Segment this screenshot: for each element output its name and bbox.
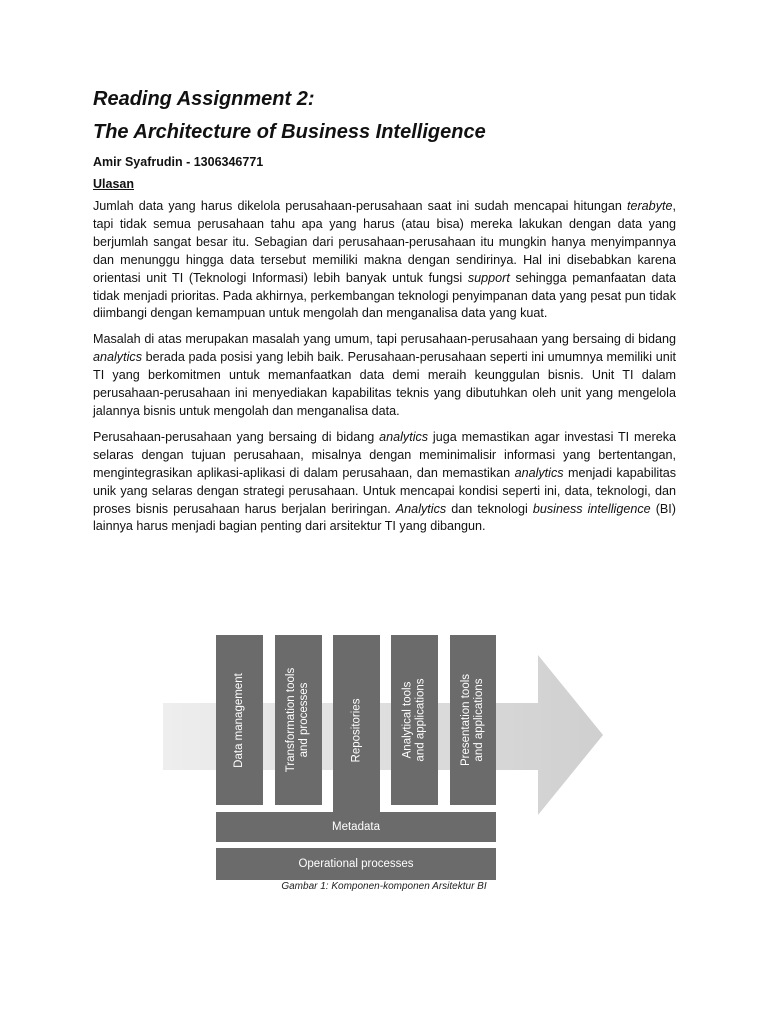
column-presentation-tools <box>450 635 496 805</box>
column-label: Analytical tools and applications <box>401 678 427 762</box>
paragraph-2: Masalah di atas merupakan masalah yang umum, tapi perusahaan-perusahaan yang bersaing di bidang analytics berada pada posisi yang lebih baik. Perusahaan-perusahaan seperti ini umumnya memiliki unit TI yang berkomitmen untuk memanfaatkan data demi meraih keunggulan bisnis. Unit TI dalam perusahaan-perusahaan ini menyediakan kapabilitas teknis yang dibutuhkan oleh unit yang mengelola jalannya bisnis untuk mengolah dan menganalisa data. <box>93 332 676 418</box>
column-data-management <box>216 635 263 805</box>
author-line: Amir Syafrudin - 1306346771 <box>93 155 264 169</box>
column-repositories <box>333 635 380 825</box>
column-label: Data management <box>233 672 245 768</box>
bi-architecture-figure <box>163 630 605 898</box>
figure-caption: Gambar 1: Komponen-komponen Arsitektur BI <box>281 881 487 892</box>
paragraph-3: Perusahaan-perusahaan yang bersaing di bidang analytics juga memastikan agar investasi TI mereka selaras dengan tujuan perusahaan, misalnya dengan meminimalisir informasi yang bertentangan, mengintegrasikan aplikasi-aplikasi di dalam perusahaan, dan memastikan analytics menjadi kapabilitas unik yang selaras dengan strategi perusahaan. Untuk mencapai kondisi seperti ini, data, teknologi, dan proses bisnis perusahaan harus berjalan beriringan. Analytics dan teknologi business intelligence (BI) lainnya harus menjadi bagian penting dari arsitektur TI yang dibangun. <box>93 429 677 534</box>
metadata-bar: Metadata <box>216 812 496 842</box>
column-label: Repositories <box>350 698 363 762</box>
column-transformation-tools <box>275 635 322 805</box>
column-label: Transformation tools and processes <box>285 667 311 773</box>
column-label: Presentation tools and applications <box>460 673 485 767</box>
operational-processes-bar: Operational processes <box>216 848 496 880</box>
document-title-line2: The Architecture of Business Intelligence <box>93 121 486 143</box>
section-heading: Ulasan <box>93 177 134 191</box>
column-analytical-tools <box>391 635 438 805</box>
document-title-line1: Reading Assignment 2: <box>93 88 315 110</box>
document-body <box>93 86 676 544</box>
paragraph-1: Jumlah data yang harus dikelola perusahaan-perusahaan saat ini sudah mencapai hitungan terabyte, tapi tidak semua perusahaan tahu apa yang harus (atau bisa) mereka lakukan dengan data yang berjumlah sangat besar itu. Sebagian dari perusahaan-perusahaan itu mungkin hanya menyimpannya dan menunggu hingga data tersebut memiliki makna dengan sendirinya. Hal ini disebabkan karena orientasi unit TI (Teknologi Informasi) lebih banyak untuk fungsi support sehingga pemanfaatan data tidak menjadi prioritas. Pada akhirnya, perkembangan teknologi penyimpanan data yang pesat pun tidak diimbangi dengan kemampuan untuk mengolah dan menganalisa data yang kuat. <box>93 199 676 321</box>
